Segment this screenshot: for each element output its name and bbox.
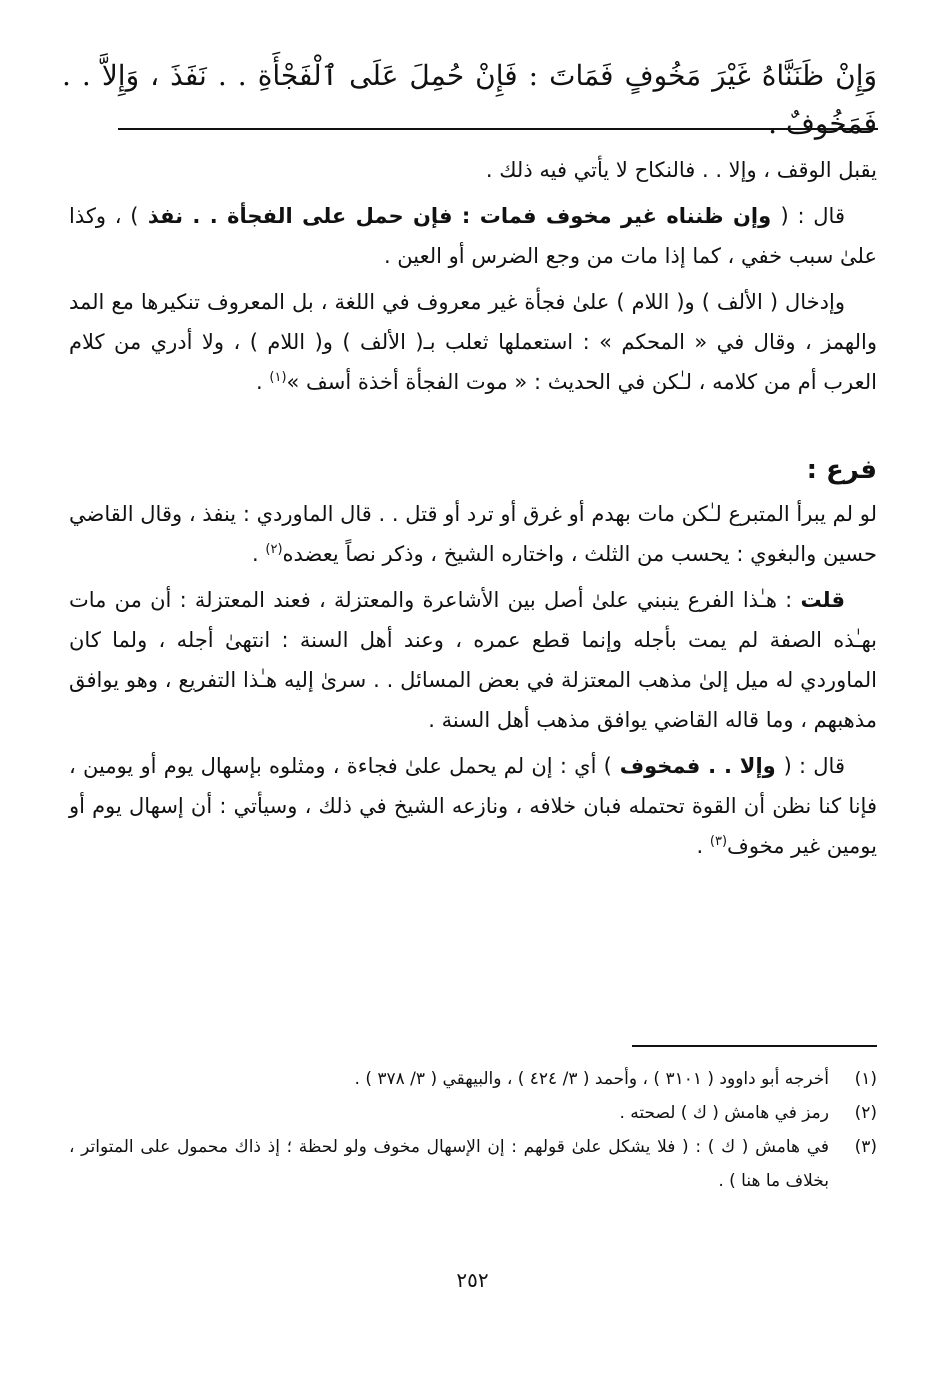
paragraph-2-post: ) ، وكذا علىٰ سبب خفي ، كما إذا مات من وجع الضرس أو العين . <box>69 204 877 268</box>
paragraph-5-text: : هـٰذا الفرع ينبني علىٰ أصل بين الأشاعرة والمعتزلة ، فعند المعتزلة : أن من مات بهـٰذه الصفة لم يمت بأجله وإنما قطع عمره ، وعند أهل السنة : انتهىٰ أجله ، ولما كان الماوردي له ميل إلىٰ مذهب المعتزلة في بعض المسائل . . سرىٰ إليه هـٰذا التفريع ، وهو يوافق مذهبهم ، وما قاله القاضي يوافق مذهب أهل السنة . <box>69 588 877 732</box>
paragraph-5-label: قلت <box>800 588 845 612</box>
paragraph-1-text: يقبل الوقف ، وإلا . . فالنكاح لا يأتي فيه ذلك . <box>485 158 877 182</box>
commentary-body <box>69 150 877 872</box>
footnote-text: رمز في هامش ( ك ) لصحته . <box>619 1103 829 1123</box>
top-divider <box>118 128 878 130</box>
paragraph-4-text: لو لم يبرأ المتبرع لـٰكن مات بهدم أو غرق أو ترد أو قتل . . قال الماوردي : ينفذ ، وقال القاضي حسين والبغوي : يحسب من الثلث ، واختاره الشيخ ، وذكر نصاً يعضده <box>69 502 877 566</box>
footnote-ref-2[interactable]: (٢) <box>265 542 283 557</box>
paragraph-4-end: . <box>252 542 266 566</box>
page-number: ٢٥٢ <box>456 1268 489 1292</box>
paragraph-2-pre: قال : ( <box>780 204 845 228</box>
footnotes <box>69 1062 877 1198</box>
paragraph-4 <box>69 494 877 574</box>
footnote-number: (٢) <box>854 1103 877 1123</box>
paragraph-6-end: . <box>696 834 710 858</box>
footnote-item <box>69 1096 877 1130</box>
footnote-text: في هامش ( ك ) : ( فلا يشكل علىٰ قولهم : إن الإسهال مخوف ولو لحظة ؛ إذ ذاك محمول على المتواتر ، بخلاف ما هنا ) . <box>69 1137 829 1191</box>
paragraph-6 <box>69 746 877 866</box>
paragraph-3 <box>69 282 877 402</box>
paragraph-1 <box>69 150 877 190</box>
matn-text: وَإِنْ ظَنَنَّاهُ غَيْرَ مَخُوفٍ فَمَاتَ : فَإِنْ حُمِلَ عَلَى ٱلْفَجْأَةِ . . نَفَذَ ، وَإِلاَّ . . فَمَخُوفٌ . <box>62 59 877 140</box>
paragraph-2 <box>69 196 877 276</box>
paragraph-6-quote: وإلا . . فمخوف <box>611 754 784 778</box>
paragraph-3-text: وإدخال ( الألف ) و( اللام ) علىٰ فجأة غير معروف في اللغة ، بل المعروف تنكيرها مع المد والهمز ، وقال في « المحكم » : استعملها ثعلب بـ( الألف ) و( اللام ) ، ولا أدري من كلام العرب أم من كلامه ، لـٰكن في الحديث : « موت الفجأة أخذة أسف » <box>69 290 877 394</box>
footnote-number: (١) <box>854 1069 877 1089</box>
paragraph-2-quote: وإن ظنناه غير مخوف فمات : فإن حمل على الفجأة . . نفذ <box>138 204 781 228</box>
footnote-divider <box>632 1045 877 1047</box>
paragraph-5 <box>69 580 877 740</box>
footnote-text: أخرجه أبو داوود ( ٣١٠١ ) ، وأحمد ( ٣/ ٤٢٤ ) ، والبيهقي ( ٣/ ٣٧٨ ) . <box>354 1069 829 1089</box>
paragraph-6-pre: قال : ( <box>783 754 845 778</box>
paragraph-6-post: ) أي : إن لم يحمل علىٰ فجاءة ، ومثلوه بإسهال يوم أو يومين ، فإنا كنا نظن أن القوة تحتمله فبان خلافه ، ونازعه الشيخ في ذلك ، وسيأتي : أن إسهال يوم أو يومين غير مخوف <box>69 754 877 858</box>
footnote-item <box>69 1130 877 1198</box>
paragraph-3-end: . <box>256 370 270 394</box>
footnote-ref-3[interactable]: (٣) <box>709 834 728 849</box>
footnote-item <box>69 1062 877 1096</box>
section-heading: فرع : <box>806 455 877 485</box>
footnote-number: (٣) <box>854 1137 877 1157</box>
footnote-ref-1[interactable]: (١) <box>269 370 287 385</box>
